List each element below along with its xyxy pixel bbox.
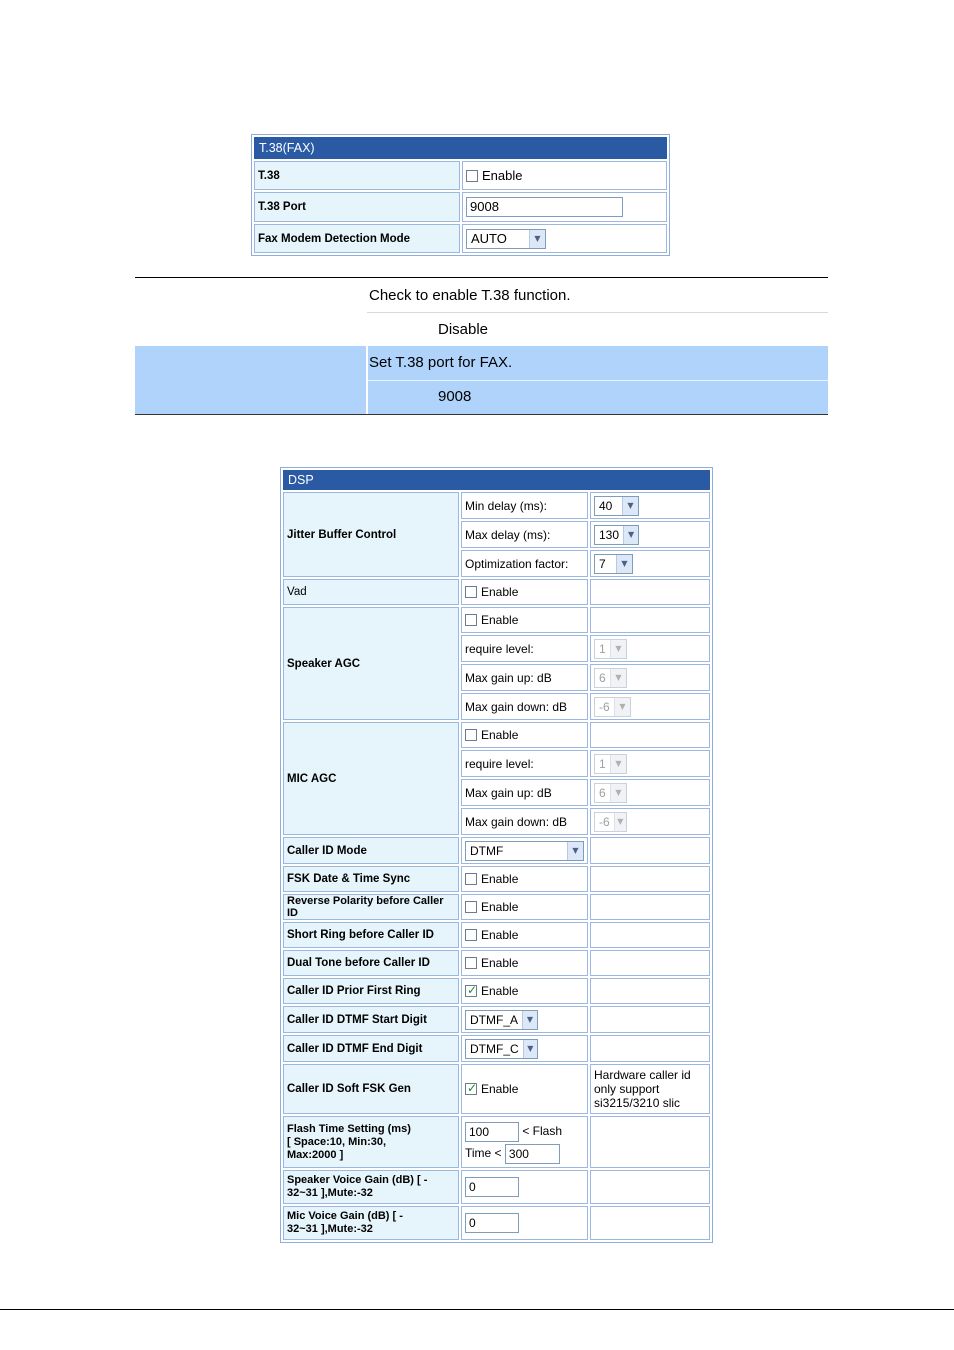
speaker-max-gain-down-value: -6 <box>599 699 610 714</box>
chevron-down-icon: ▼ <box>522 1011 537 1029</box>
prior-first-ring-enable-label: Enable <box>481 984 519 998</box>
max-delay-select[interactable] <box>594 525 639 545</box>
description-table <box>135 277 828 415</box>
optimization-factor-label: Optimization factor: <box>461 550 588 577</box>
speaker-agc-enable-label: Enable <box>481 613 519 627</box>
dual-tone-enable-label: Enable <box>481 956 519 970</box>
speaker-voice-gain-input[interactable]: 0 <box>465 1177 519 1197</box>
speaker-voice-gain-line1: Speaker Voice Gain (dB) [ - <box>287 1174 428 1186</box>
dtmf-start-digit-label: Caller ID DTMF Start Digit <box>283 1006 459 1033</box>
dual-tone-checkbox[interactable] <box>465 957 477 969</box>
mic-max-gain-down-select[interactable] <box>594 812 627 832</box>
dtmf-end-digit-select[interactable] <box>465 1039 538 1059</box>
t38-port-label: T.38 Port <box>254 192 460 222</box>
reverse-polarity-enable-label: Enable <box>481 900 519 914</box>
mic-max-gain-up-label: Max gain up: dB <box>461 779 588 806</box>
soft-fsk-gen-checkbox[interactable] <box>465 1083 477 1095</box>
mic-voice-gain-label <box>283 1206 459 1240</box>
chevron-down-icon: ▼ <box>523 1040 537 1058</box>
t38-enable-label: Enable <box>482 168 523 183</box>
fsk-date-time-sync-checkbox[interactable] <box>465 873 477 885</box>
t38-port-input[interactable]: 9008 <box>466 197 623 217</box>
dtmf-end-digit-label: Caller ID DTMF End Digit <box>283 1035 459 1062</box>
port-default-value: 9008 <box>438 388 472 405</box>
chevron-down-icon: ▼ <box>610 755 626 773</box>
optimization-factor-select[interactable] <box>594 554 633 574</box>
dsp-panel <box>280 467 713 1243</box>
speaker-require-level-label: require level: <box>461 635 588 662</box>
speaker-max-gain-up-label: Max gain up: dB <box>461 664 588 691</box>
footer-rule <box>0 1309 954 1310</box>
dsp-panel-title: DSP <box>283 470 710 490</box>
fax-modem-detection-select[interactable] <box>466 229 546 249</box>
mic-agc-label: MIC AGC <box>283 722 459 835</box>
chevron-down-icon: ▼ <box>610 784 626 802</box>
chevron-down-icon: ▼ <box>610 669 626 687</box>
min-delay-select[interactable] <box>594 496 639 516</box>
t38-panel-title: T.38(FAX) <box>254 137 667 159</box>
t38-description: Check to enable T.38 function. <box>369 287 571 304</box>
mic-require-level-select[interactable] <box>594 754 627 774</box>
mic-voice-gain-line2: 32~31 ],Mute:-32 <box>287 1223 373 1235</box>
min-delay-label: Min delay (ms): <box>461 492 588 519</box>
prior-first-ring-label: Caller ID Prior First Ring <box>283 978 459 1004</box>
short-ring-checkbox[interactable] <box>465 929 477 941</box>
speaker-require-level-value: 1 <box>599 641 606 656</box>
mic-require-level-value: 1 <box>599 756 606 771</box>
dtmf-start-digit-value: DTMF_A <box>470 1012 518 1027</box>
soft-fsk-note: Hardware caller id only support si3215/3210 slic <box>590 1064 710 1114</box>
chevron-down-icon: ▼ <box>623 526 638 544</box>
vad-enable-label: Enable <box>481 585 519 599</box>
speaker-require-level-select[interactable] <box>594 639 627 659</box>
desc-row-port <box>135 346 828 414</box>
mic-require-level-label: require level: <box>461 750 588 777</box>
t38-label: T.38 <box>254 161 460 190</box>
dtmf-end-digit-value: DTMF_C <box>470 1041 519 1056</box>
mic-voice-gain-input[interactable]: 0 <box>465 1213 519 1233</box>
t38-panel <box>251 134 670 256</box>
t38-enable-cell <box>462 161 667 190</box>
t38-default-value: Disable <box>438 321 489 338</box>
chevron-down-icon: ▼ <box>567 842 583 860</box>
reverse-polarity-checkbox[interactable] <box>465 901 477 913</box>
soft-fsk-gen-enable-label: Enable <box>481 1082 519 1096</box>
chevron-down-icon: ▼ <box>610 640 626 658</box>
fsk-date-time-sync-label: FSK Date & Time Sync <box>283 866 459 892</box>
short-ring-label: Short Ring before Caller ID <box>283 922 459 948</box>
jitter-buffer-label: Jitter Buffer Control <box>283 492 459 577</box>
optimization-factor-value: 7 <box>599 556 606 571</box>
chevron-down-icon: ▼ <box>614 813 626 831</box>
speaker-agc-label: Speaker AGC <box>283 607 459 720</box>
caller-id-mode-label: Caller ID Mode <box>283 837 459 864</box>
mic-agc-enable-label: Enable <box>481 728 519 742</box>
fax-modem-detection-value: AUTO <box>471 230 507 246</box>
flash-max-input[interactable]: 300 <box>505 1144 560 1164</box>
caller-id-mode-select[interactable] <box>465 841 584 861</box>
max-delay-label: Max delay (ms): <box>461 521 588 548</box>
flash-time-label <box>283 1116 459 1168</box>
chevron-down-icon: ▼ <box>622 497 638 515</box>
chevron-down-icon: ▼ <box>614 698 630 716</box>
mic-max-gain-down-label: Max gain down: dB <box>461 808 588 835</box>
mic-max-gain-up-value: 6 <box>599 785 606 800</box>
speaker-max-gain-down-select[interactable] <box>594 697 631 717</box>
short-ring-enable-label: Enable <box>481 928 519 942</box>
vad-enable-checkbox[interactable] <box>465 586 477 598</box>
dtmf-start-digit-select[interactable] <box>465 1010 538 1030</box>
speaker-voice-gain-line2: 32~31 ],Mute:-32 <box>287 1187 373 1199</box>
port-description: Set T.38 port for FAX. <box>369 354 513 371</box>
prior-first-ring-checkbox[interactable] <box>465 985 477 997</box>
speaker-max-gain-up-select[interactable] <box>594 668 627 688</box>
min-delay-value: 40 <box>599 498 613 513</box>
max-delay-value: 130 <box>599 527 620 542</box>
desc-row-t38-default <box>135 313 828 347</box>
flash-time-label-line3: Max:2000 ] <box>287 1148 344 1161</box>
flash-mid-text: < Flash <box>522 1124 563 1138</box>
fax-modem-detection-label: Fax Modem Detection Mode <box>254 224 460 253</box>
bottom-rule <box>135 414 828 415</box>
flash-time-label-line1: Flash Time Setting (ms) <box>287 1122 411 1135</box>
fsk-date-time-sync-enable-label: Enable <box>481 872 519 886</box>
dual-tone-label: Dual Tone before Caller ID <box>283 950 459 976</box>
flash-min-input[interactable]: 100 <box>465 1122 519 1142</box>
caller-id-mode-value: DTMF <box>470 843 504 858</box>
row-divider <box>368 380 828 381</box>
speaker-agc-enable-checkbox[interactable] <box>465 614 477 626</box>
mic-max-gain-down-value: -6 <box>599 814 610 829</box>
speaker-max-gain-up-value: 6 <box>599 670 606 685</box>
mic-voice-gain-line1: Mic Voice Gain (dB) [ - <box>287 1210 403 1222</box>
chevron-down-icon: ▼ <box>616 555 632 573</box>
chevron-down-icon: ▼ <box>529 230 545 248</box>
t38-enable-checkbox[interactable] <box>466 170 478 182</box>
mic-max-gain-up-select[interactable] <box>594 783 627 803</box>
reverse-polarity-label: Reverse Polarity before Caller ID <box>283 894 459 920</box>
mic-agc-enable-checkbox[interactable] <box>465 729 477 741</box>
soft-fsk-gen-label: Caller ID Soft FSK Gen <box>283 1064 459 1114</box>
flash-time-text: Time < <box>465 1146 502 1160</box>
desc-row-t38 <box>135 278 828 312</box>
flash-time-label-line2: [ Space:10, Min:30, <box>287 1135 387 1148</box>
speaker-max-gain-down-label: Max gain down: dB <box>461 693 588 720</box>
vad-label: Vad <box>283 579 459 605</box>
speaker-voice-gain-label <box>283 1170 459 1204</box>
